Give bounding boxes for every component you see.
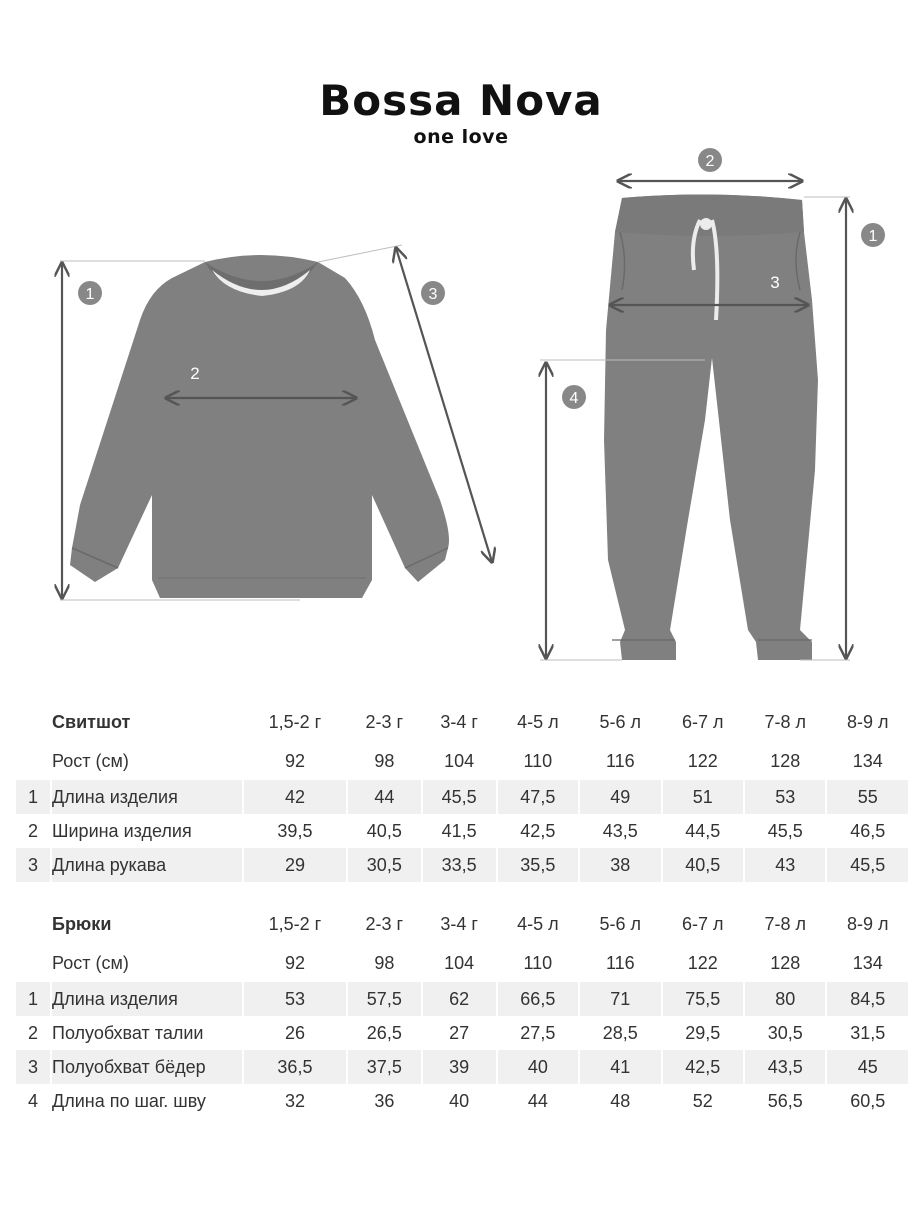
height-value: 104 bbox=[444, 750, 475, 771]
table-cell: 44 bbox=[348, 780, 421, 814]
height-value: 134 bbox=[852, 750, 883, 771]
table-cell: 49 bbox=[580, 780, 660, 814]
table-cell: 29,5 bbox=[685, 1022, 721, 1043]
table-cell: 29 bbox=[244, 848, 346, 882]
table-row bbox=[16, 1016, 908, 1050]
height-value: 128 bbox=[770, 750, 801, 771]
sweatshirt-marker-3 bbox=[421, 281, 445, 305]
table-cell: 62 bbox=[423, 982, 496, 1016]
size-label: 6-7 л bbox=[682, 913, 724, 934]
table-cell: 48 bbox=[610, 1090, 631, 1111]
size-label: 7-8 л bbox=[764, 711, 806, 732]
row-label: Полуобхват талии bbox=[52, 1022, 204, 1043]
table-cell: 40,5 bbox=[663, 848, 743, 882]
size-label: 1,5-2 г bbox=[268, 913, 322, 934]
size-label: 8-9 л bbox=[846, 913, 889, 934]
pants-marker-3 bbox=[770, 273, 779, 292]
table-cell: 27 bbox=[449, 1022, 470, 1043]
marker-label: 2 bbox=[190, 364, 200, 383]
brand-slogan: one love bbox=[413, 126, 509, 148]
pants-image bbox=[604, 194, 818, 660]
table-cell: 27,5 bbox=[520, 1022, 556, 1043]
size-label: 2-3 г bbox=[365, 913, 404, 934]
table-cell: 43 bbox=[745, 848, 825, 882]
marker-label: 3 bbox=[770, 273, 780, 292]
table-cell: 30,5 bbox=[348, 848, 421, 882]
table-cell: 84,5 bbox=[827, 982, 908, 1016]
marker-label: 1 bbox=[868, 228, 878, 245]
table-cell: 41 bbox=[580, 1050, 660, 1084]
pants-marker-4 bbox=[562, 385, 586, 409]
size-header-row bbox=[16, 904, 908, 944]
table-cell: 52 bbox=[692, 1090, 713, 1111]
table-cell: 75,5 bbox=[663, 982, 743, 1016]
table-row bbox=[16, 1084, 908, 1118]
height-value: 122 bbox=[687, 952, 718, 973]
table-row bbox=[16, 982, 908, 1016]
size-label: 7-8 л bbox=[764, 913, 806, 934]
size-label: 3-4 г bbox=[440, 711, 478, 732]
sweatshirt-size-table bbox=[14, 702, 910, 882]
row-label: Полуобхват бёдер bbox=[52, 1050, 242, 1084]
table-row bbox=[16, 848, 908, 882]
height-value: 110 bbox=[523, 750, 553, 771]
row-number: 3 bbox=[16, 848, 50, 882]
table-cell: 40 bbox=[498, 1050, 578, 1084]
row-label: Ширина изделия bbox=[52, 820, 192, 841]
size-label: 6-7 л bbox=[682, 711, 724, 732]
table-cell: 41,5 bbox=[441, 820, 477, 841]
table-cell: 42,5 bbox=[663, 1050, 743, 1084]
sweatshirt-image bbox=[70, 255, 449, 598]
table-cell: 56,5 bbox=[767, 1090, 803, 1111]
table-cell: 26 bbox=[284, 1022, 305, 1043]
height-value: 92 bbox=[284, 750, 305, 771]
row-number: 3 bbox=[16, 1050, 50, 1084]
table-cell: 43,5 bbox=[745, 1050, 825, 1084]
size-label: 4-5 л bbox=[517, 913, 559, 934]
table-cell: 40,5 bbox=[366, 820, 402, 841]
sweatshirt-marker-1 bbox=[78, 281, 102, 305]
table-cell: 36 bbox=[374, 1090, 395, 1111]
table-cell: 30,5 bbox=[767, 1022, 803, 1043]
marker-label: 3 bbox=[428, 286, 438, 303]
pants-marker-2 bbox=[698, 148, 722, 172]
table-cell: 42,5 bbox=[520, 820, 556, 841]
height-label: Рост (см) bbox=[52, 750, 129, 771]
height-value: 122 bbox=[687, 750, 718, 771]
table-cell: 39,5 bbox=[277, 820, 313, 841]
table-cell: 51 bbox=[663, 780, 743, 814]
table-cell: 28,5 bbox=[602, 1022, 638, 1043]
table-cell: 55 bbox=[827, 780, 908, 814]
height-value: 116 bbox=[605, 750, 635, 771]
table-row bbox=[16, 780, 908, 814]
row-number: 1 bbox=[16, 780, 50, 814]
table-cell: 45,5 bbox=[423, 780, 496, 814]
table-cell: 45,5 bbox=[767, 820, 803, 841]
table-cell: 71 bbox=[580, 982, 660, 1016]
table-cell: 44,5 bbox=[685, 820, 721, 841]
row-number: 2 bbox=[27, 820, 38, 841]
table-cell: 26,5 bbox=[366, 1022, 402, 1043]
table-cell: 32 bbox=[284, 1090, 305, 1111]
marker-label: 1 bbox=[85, 286, 95, 303]
marker-label: 2 bbox=[705, 153, 715, 170]
table-row bbox=[16, 814, 908, 848]
table-cell: 42 bbox=[244, 780, 346, 814]
height-value: 104 bbox=[444, 952, 475, 973]
row-number: 4 bbox=[27, 1090, 38, 1111]
table-cell: 38 bbox=[580, 848, 660, 882]
height-label: Рост (см) bbox=[52, 952, 129, 973]
table-title: Свитшот bbox=[52, 711, 131, 732]
pants-size-table bbox=[14, 904, 910, 1118]
height-value: 98 bbox=[374, 750, 395, 771]
size-label: 5-6 л bbox=[599, 913, 642, 934]
size-label: 5-6 л bbox=[599, 711, 642, 732]
table-cell: 35,5 bbox=[498, 848, 578, 882]
size-header-row bbox=[16, 702, 908, 742]
height-value: 116 bbox=[605, 952, 635, 973]
row-label: Длина рукава bbox=[52, 848, 242, 882]
table-cell: 45 bbox=[827, 1050, 908, 1084]
height-value: 110 bbox=[523, 952, 553, 973]
table-cell: 40 bbox=[449, 1090, 470, 1111]
table-cell: 47,5 bbox=[498, 780, 578, 814]
table-cell: 36,5 bbox=[244, 1050, 346, 1084]
size-label: 8-9 л bbox=[846, 711, 889, 732]
height-value: 98 bbox=[374, 952, 395, 973]
table-cell: 46,5 bbox=[850, 820, 886, 841]
size-label: 4-5 л bbox=[517, 711, 559, 732]
row-label: Длина изделия bbox=[52, 780, 242, 814]
size-label: 2-3 г bbox=[365, 711, 404, 732]
table-cell: 43,5 bbox=[602, 820, 638, 841]
brand-logo: Bossa Nova bbox=[319, 76, 603, 125]
row-number: 1 bbox=[16, 982, 50, 1016]
marker-label: 4 bbox=[569, 390, 579, 407]
size-label: 3-4 г bbox=[440, 913, 478, 934]
height-value: 128 bbox=[770, 952, 801, 973]
table-cell: 33,5 bbox=[423, 848, 496, 882]
pants-marker-1 bbox=[861, 223, 885, 247]
table-cell: 53 bbox=[244, 982, 346, 1016]
sweatshirt-marker-2 bbox=[190, 364, 199, 383]
height-value: 92 bbox=[284, 952, 305, 973]
row-number: 2 bbox=[27, 1022, 38, 1043]
height-row bbox=[16, 742, 908, 780]
table-cell: 80 bbox=[745, 982, 825, 1016]
height-value: 134 bbox=[852, 952, 883, 973]
table-row bbox=[16, 1050, 908, 1084]
row-label: Длина изделия bbox=[52, 982, 242, 1016]
table-title: Брюки bbox=[52, 913, 112, 934]
table-cell: 44 bbox=[527, 1090, 548, 1111]
row-label: Длина по шаг. шву bbox=[52, 1090, 206, 1111]
table-cell: 53 bbox=[745, 780, 825, 814]
table-cell: 60,5 bbox=[850, 1090, 886, 1111]
table-cell: 39 bbox=[423, 1050, 496, 1084]
table-cell: 57,5 bbox=[348, 982, 421, 1016]
height-row bbox=[16, 944, 908, 982]
table-cell: 31,5 bbox=[850, 1022, 886, 1043]
table-cell: 45,5 bbox=[827, 848, 908, 882]
table-cell: 37,5 bbox=[348, 1050, 421, 1084]
table-cell: 66,5 bbox=[498, 982, 578, 1016]
size-label: 1,5-2 г bbox=[268, 711, 322, 732]
